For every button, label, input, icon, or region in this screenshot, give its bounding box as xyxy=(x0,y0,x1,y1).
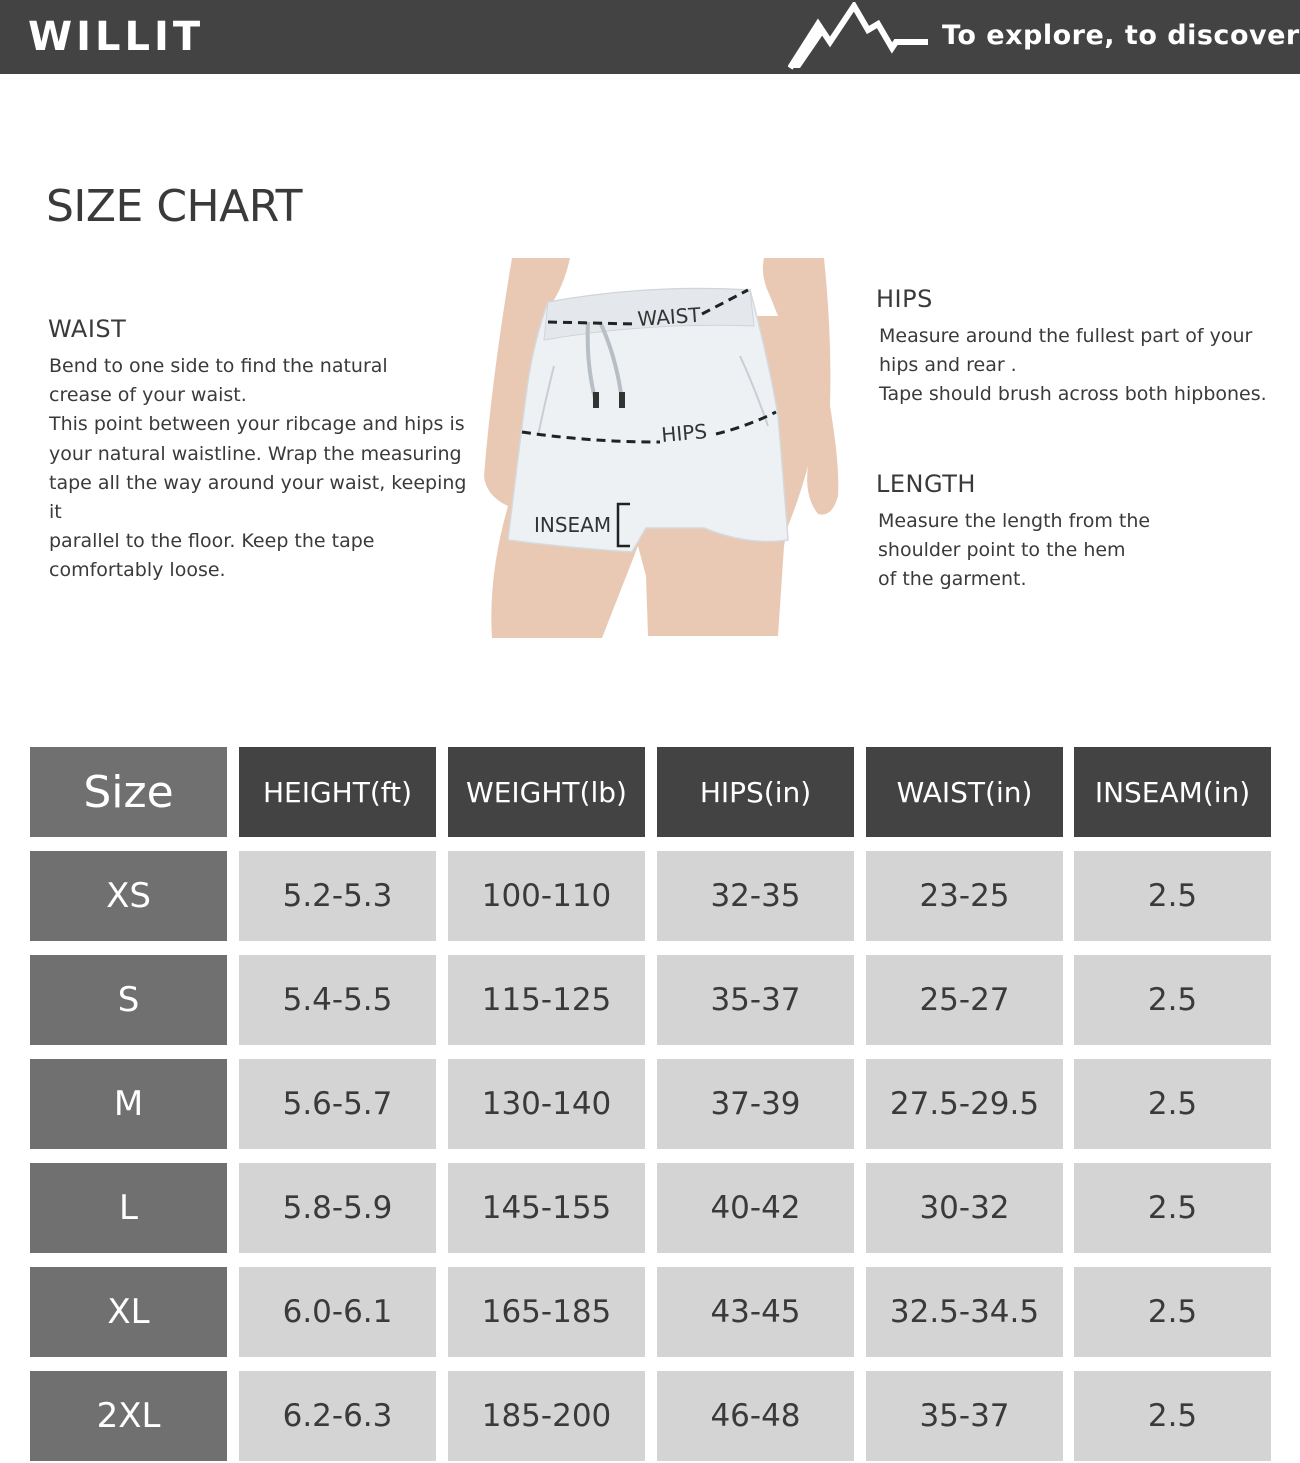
table-cell-weight: 115-125 xyxy=(448,955,645,1045)
table-cell-hips: 35-37 xyxy=(657,955,854,1045)
table-cell-height: 5.2-5.3 xyxy=(239,851,436,941)
waist-label: WAIST xyxy=(636,302,702,331)
size-label-cell: L xyxy=(30,1163,227,1253)
waist-heading: WAIST xyxy=(48,315,127,343)
column-header-height: HEIGHT(ft) xyxy=(239,747,436,837)
table-cell-hips: 37-39 xyxy=(657,1059,854,1149)
column-header-weight: WEIGHT(lb) xyxy=(448,747,645,837)
table-cell-weight: 145-155 xyxy=(448,1163,645,1253)
table-cell-weight: 165-185 xyxy=(448,1267,645,1357)
size-label-cell: S xyxy=(30,955,227,1045)
table-cell-inseam: 2.5 xyxy=(1074,851,1271,941)
table-cell-inseam: 2.5 xyxy=(1074,1267,1271,1357)
table-cell-waist: 23-25 xyxy=(866,851,1063,941)
header-bar xyxy=(0,0,1300,74)
page-title: SIZE CHART xyxy=(46,181,302,232)
table-cell-waist: 25-27 xyxy=(866,955,1063,1045)
hips-heading: HIPS xyxy=(876,285,933,313)
table-cell-inseam: 2.5 xyxy=(1074,1163,1271,1253)
table-cell-hips: 46-48 xyxy=(657,1371,854,1461)
table-cell-height: 5.8-5.9 xyxy=(239,1163,436,1253)
table-cell-height: 5.6-5.7 xyxy=(239,1059,436,1149)
table-cell-inseam: 2.5 xyxy=(1074,955,1271,1045)
table-cell-height: 5.4-5.5 xyxy=(239,955,436,1045)
table-cell-weight: 100-110 xyxy=(448,851,645,941)
table-cell-hips: 43-45 xyxy=(657,1267,854,1357)
tagline: To explore, to discover xyxy=(942,20,1300,51)
size-label-cell: XL xyxy=(30,1267,227,1357)
length-heading: LENGTH xyxy=(876,470,976,498)
table-cell-inseam: 2.5 xyxy=(1074,1371,1271,1461)
table-cell-waist: 27.5-29.5 xyxy=(866,1059,1063,1149)
table-cell-hips: 40-42 xyxy=(657,1163,854,1253)
shorts-illustration xyxy=(478,256,844,638)
table-cell-height: 6.2-6.3 xyxy=(239,1371,436,1461)
table-cell-inseam: 2.5 xyxy=(1074,1059,1271,1149)
hips-label: HIPS xyxy=(660,419,708,447)
inseam-label: INSEAM xyxy=(534,513,612,537)
table-cell-height: 6.0-6.1 xyxy=(239,1267,436,1357)
table-cell-waist: 35-37 xyxy=(866,1371,1063,1461)
hips-description: Measure around the fullest part of your hips and rear . Tape should brush across both hipbones. xyxy=(879,325,1267,406)
size-label-cell: 2XL xyxy=(30,1371,227,1461)
length-description: Measure the length from the shoulder point to the hem of the garment. xyxy=(878,510,1151,591)
waist-description: Bend to one side to find the natural crease of your waist. This point between your ribcage and hips is your natural waistline. Wrap the measuring tape all the way around your waist, keeping it parallel to the floor. Keep the tape comfortably loose. xyxy=(49,355,467,582)
column-header-size: Size xyxy=(30,747,227,837)
column-header-inseam: INSEAM(in) xyxy=(1074,747,1271,837)
size-label-cell: M xyxy=(30,1059,227,1149)
table-cell-hips: 32-35 xyxy=(657,851,854,941)
size-label-cell: XS xyxy=(30,851,227,941)
table-cell-waist: 30-32 xyxy=(866,1163,1063,1253)
column-header-hips: HIPS(in) xyxy=(657,747,854,837)
column-header-waist: WAIST(in) xyxy=(866,747,1063,837)
table-cell-waist: 32.5-34.5 xyxy=(866,1267,1063,1357)
table-cell-weight: 185-200 xyxy=(448,1371,645,1461)
table-cell-weight: 130-140 xyxy=(448,1059,645,1149)
mountain-logo-icon xyxy=(788,2,930,70)
brand-name: WILLIT xyxy=(28,14,205,60)
